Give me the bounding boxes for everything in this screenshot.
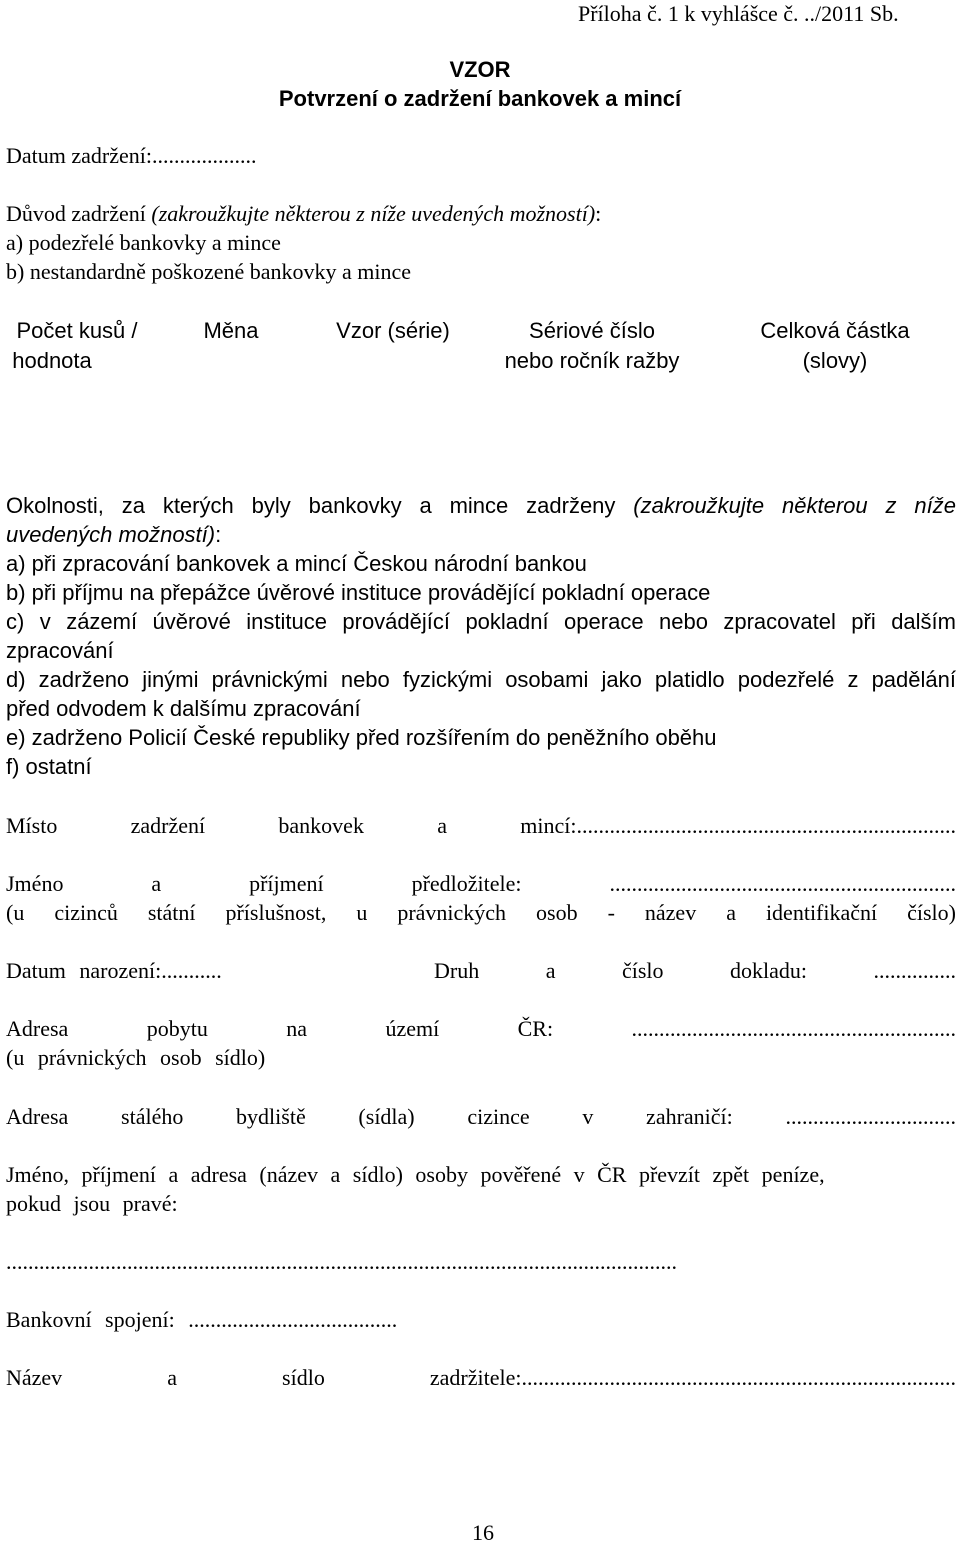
holder-field: Název a sídlo zadržitele:............................................................................... (6, 1365, 956, 1390)
column-total-label-1: Celková částka (760, 318, 910, 343)
identity-document-field: Druh a číslo dokladu: ............... (434, 958, 956, 983)
bank-account-field: Bankovní spojení: ...................................... (6, 1307, 398, 1332)
circumstances-colon: : (215, 522, 222, 547)
document-title: VZOR (449, 57, 511, 82)
annex-label: Příloha č. 1 k vyhlášce č. ../2011 Sb. (578, 1, 899, 26)
authorized-person-field-line1: Jméno, příjmení a adresa (název a sídlo) osoby pověřené v ČR převzít zpět peníze, (6, 1162, 825, 1187)
authorized-person-field-line2: pokud jsou pravé: (6, 1191, 178, 1216)
reason-lead: Důvod zadržení (6, 201, 152, 226)
reason-option-a: a) podezřelé bankovky a mince (6, 230, 281, 255)
column-currency: Měna (203, 318, 259, 343)
column-series: Vzor (série) (336, 318, 450, 343)
presenter-name-field: Jméno a příjmení předložitele: ............................................................... (6, 871, 956, 896)
presenter-note: (u cizinců státní příslušnost, u právnických osob - název a identifikační číslo) (6, 900, 956, 925)
circumstances-lead: Okolnosti, za kterých byly bankovky a mince zadrženy (6, 493, 634, 518)
circumstance-b: b) při příjmu na přepážce úvěrové instituce provádějící pokladní operace (6, 580, 711, 605)
circumstance-c-line2: zpracování (6, 638, 114, 663)
column-serial-label-1: Sériové číslo (529, 318, 655, 343)
birth-date-field: Datum narození:........... (6, 958, 222, 983)
column-total-amount (740, 316, 930, 376)
circumstance-d-line2: před odvodem k dalšímu zpracování (6, 696, 361, 721)
authorized-person-dotted-line: .......................................................................................................................... (6, 1249, 677, 1274)
column-serial-number (486, 316, 698, 376)
column-count-label-2: hodnota (12, 348, 92, 373)
circumstance-e: e) zadrženo Policií České republiky před rozšířením do peněžního oběhu (6, 725, 717, 750)
reason-note: (zakroužkujte některou z níže uvedených možností) (151, 201, 596, 226)
address-cz-field: Adresa pobytu na území ČR: ........................................................... (6, 1016, 956, 1041)
reason-heading (6, 201, 601, 227)
column-serial-label-2: nebo ročník ražby (504, 348, 680, 373)
circumstance-d-line1: d) zadrženo jinými právnickými nebo fyzickými osobami jako platidlo podezřelé z padělání (6, 667, 956, 692)
circumstances-heading-cont (6, 522, 221, 548)
page-number: 16 (472, 1520, 494, 1545)
circumstance-c-line1: c) v zázemí úvěrové instituce provádějící pokladní operace nebo zpracovatel při dalším (6, 609, 956, 634)
reason-option-b: b) nestandardně poškozené bankovky a mince (6, 259, 412, 284)
circumstances-note-2: uvedených možností) (6, 522, 216, 547)
column-count-value (2, 316, 152, 376)
circumstance-f: f) ostatní (6, 754, 92, 779)
column-total-label-2: (slovy) (802, 348, 868, 373)
address-abroad-field: Adresa stálého bydliště (sídla) cizince v zahraničí: ............................... (6, 1104, 956, 1129)
circumstances-note-1: (zakroužkujte některou z níže (633, 493, 956, 518)
date-of-retention-field: Datum zadržení:................... (6, 143, 257, 168)
circumstance-a: a) při zpracování bankovek a mincí Českou národní bankou (6, 551, 587, 576)
place-of-retention-field: Místo zadržení bankovek a mincí:..................................................................... (6, 813, 956, 838)
document-subtitle: Potvrzení o zadržení bankovek a mincí (278, 86, 682, 111)
column-count-label-1: Počet kusů / (16, 318, 138, 343)
reason-colon: : (595, 201, 602, 226)
circumstances-heading (6, 493, 956, 519)
address-cz-note: (u právnických osob sídlo) (6, 1045, 266, 1070)
